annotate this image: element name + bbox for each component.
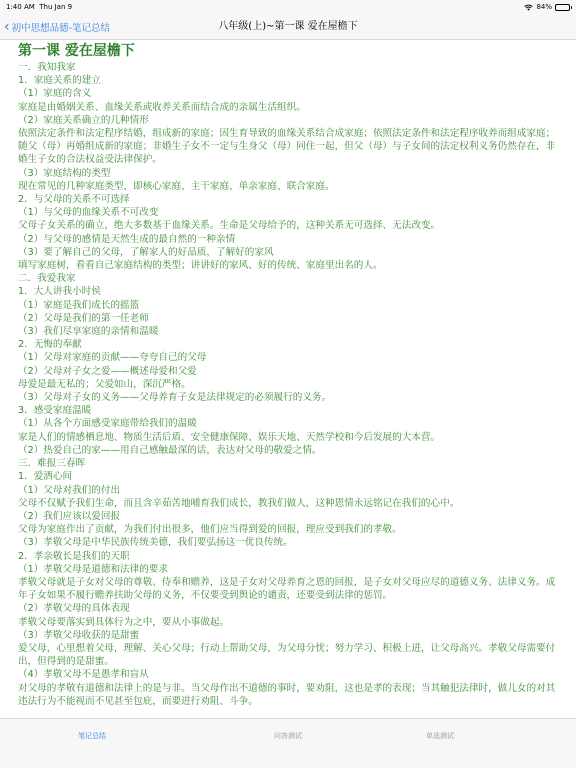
note-line: 父母为家庭作出了贡献，为我们付出很多，他们应当得到爱的回报，理应受到我们的孝敬。 [18,524,402,536]
note-line: 3．感受家庭温暖 [18,405,92,417]
note-line: 2．孝亲敬长是我们的天职 [18,550,130,562]
wifi-icon [524,4,533,11]
status-right [524,0,570,14]
note-line: 2．与父母的关系不可选择 [18,194,130,206]
tab-label: 单选测试 [426,732,454,740]
note-line: （2）与父母的感情是天然生成的最自然的一种亲情 [18,233,236,245]
battery-icon [555,4,570,11]
note-line: 现在常见的几种家庭类型，即核心家庭、主干家庭、单亲家庭、联合家庭。 [18,180,335,192]
note-line: 2．无悔的奉献 [18,339,82,351]
note-line: 爱父母，心里想着父母，理解、关心父母；行动上帮助父母，为父母分忧；努力学习、积极上进，让父母高兴。孝敬父母需要付出，但得到的是甜蜜。 [18,642,556,668]
note-line: 一．我知我家 [18,62,76,73]
note-line: （1）与父母的血缘关系不可改变 [18,207,159,219]
notes-content[interactable] [0,40,576,718]
note-line: 1．爱洒心间 [18,471,73,483]
note-line: （3）父母对子女的义务——父母养育子女是法律规定的必须履行的义务。 [18,392,332,404]
note-line: （1）从各个方面感受家庭带给我们的温暖 [18,418,197,430]
status-time-date [6,0,72,14]
note-line: 填写家庭树，看看自己家庭结构的类型；讲讲好的家风、好的传统、家庭里出名的人。 [18,260,383,272]
note-line: （3）家庭结构的类型 [18,167,111,179]
note-line: （2）家庭关系确立的几种情形 [18,114,149,126]
note-line: （2）父母是我们的第一任老师 [18,312,149,324]
navigation-bar [0,14,576,40]
note-line: 家庭是由婚姻关系、血缘关系或收养关系而结合成的亲属生活组织。 [18,101,306,113]
note-line: （1）家庭是我们成长的摇篮 [18,299,140,311]
tab-label: 问答测试 [274,732,302,740]
note-line: （1）孝敬父母是道德和法律的要求 [18,563,169,575]
tab-qa-test[interactable] [240,719,336,768]
status-bar [0,0,576,14]
note-line: 家是人们的情感栖息地、物质生活后盾、安全健康保障、娱乐天地、天然学校和今后发展的大本营。 [18,431,441,443]
chevron-left-icon: ‹ [4,19,10,35]
note-line: 依照法定条件和法定程序结婚，组成新的家庭；因生育导致的血缘关系结合成家庭；依照法定条件和法定程序收养而组成家庭；随父（母）再婚组成新的家庭；非婚生子女不一定与生身父（母）同住一起，但父（母）与子女间的法定权利义务仍然存在，非婚生子女的合法权益受法律保护。 [18,128,556,166]
note-line: （3）要了解自己的父母，了解家人的好品质，了解好的家风 [18,246,274,258]
note-line: 父母子女关系的确立，绝大多数基于血缘关系。生命是父母给予的，这种关系无可选择、无法改变。 [18,220,441,232]
note-line: 三．难报三春晖 [18,458,86,470]
notes-lines [18,61,564,708]
note-line: 母爱是最无私的；父爱如山，深沉严格。 [18,378,191,390]
lesson-heading: 第一课 爱在屋檐下 [18,43,135,59]
note-line: 对父母的孝敬有道德和法律上的是与非。当父母作出不道德的事时，要劝阻，这也是孝的表现；当其触犯法律时，做儿女的对其违法行为不能视而不见甚至包庇，而要进行劝阻、斗争。 [18,682,556,707]
note-line: （1）父母对家庭的贡献——夸夸自己的父母 [18,352,207,364]
note-line: （3）孝敬父母收获的是甜蜜 [18,629,140,641]
note-line: 父母不仅赋予我们生命，而且含辛茹苦地哺育我们成长，教我们做人，这种恩情永远铭记在我们的心中。 [18,497,460,509]
tab-notes-summary[interactable] [44,719,140,768]
page-title: 八年级(上)~第一课 爱在屋檐下 [218,21,358,32]
note-line: （2）孝敬父母的具体表现 [18,603,130,615]
note-line: 二．我爱我家 [18,273,76,285]
tab-label: 笔记总结 [78,732,106,740]
note-line: （2）父母对子女之爱——概述母爱和父爱 [18,365,197,377]
note-line: （3）孝敬父母是中华民族传统美德，我们要弘扬这一优良传统。 [18,537,293,549]
note-line: 孝敬父母要落实到具体行为之中，要从小事做起。 [18,616,230,628]
note-line: （1）父母对我们的付出 [18,484,121,496]
battery-percent: 84% [536,3,552,11]
status-date: Thu Jan 9 [39,3,73,11]
note-line: （3）我们尽享家庭的亲情和温暖 [18,326,159,338]
note-line: （2）热爱自己的家——用自己感触最深的话，表达对父母的敬爱之情。 [18,444,322,456]
note-line: （1）家庭的含义 [18,88,92,100]
note-line: （2）我们应该以爱回报 [18,510,121,522]
tab-bar [0,718,576,768]
note-line: 1．大人讲我小时侯 [18,286,101,298]
status-time: 1:40 AM [6,3,35,11]
back-button-label: 初中思想品德-笔记总结 [11,23,111,34]
note-line: 孝敬父母就是子女对父母的尊敬、侍奉和赡养，这是子女对父母养育之恩的回报，是子女对父母应尽的道德义务、法律义务。成年子女如果不履行赡养扶助父母的义务，不仅要受到舆论的谴责，还要受到法律的惩罚。 [18,576,556,602]
note-line: 1．家庭关系的建立 [18,75,101,87]
note-line: （4）孝敬父母不是愚孝和盲从 [18,669,149,681]
tab-single-choice-test[interactable] [392,719,488,768]
